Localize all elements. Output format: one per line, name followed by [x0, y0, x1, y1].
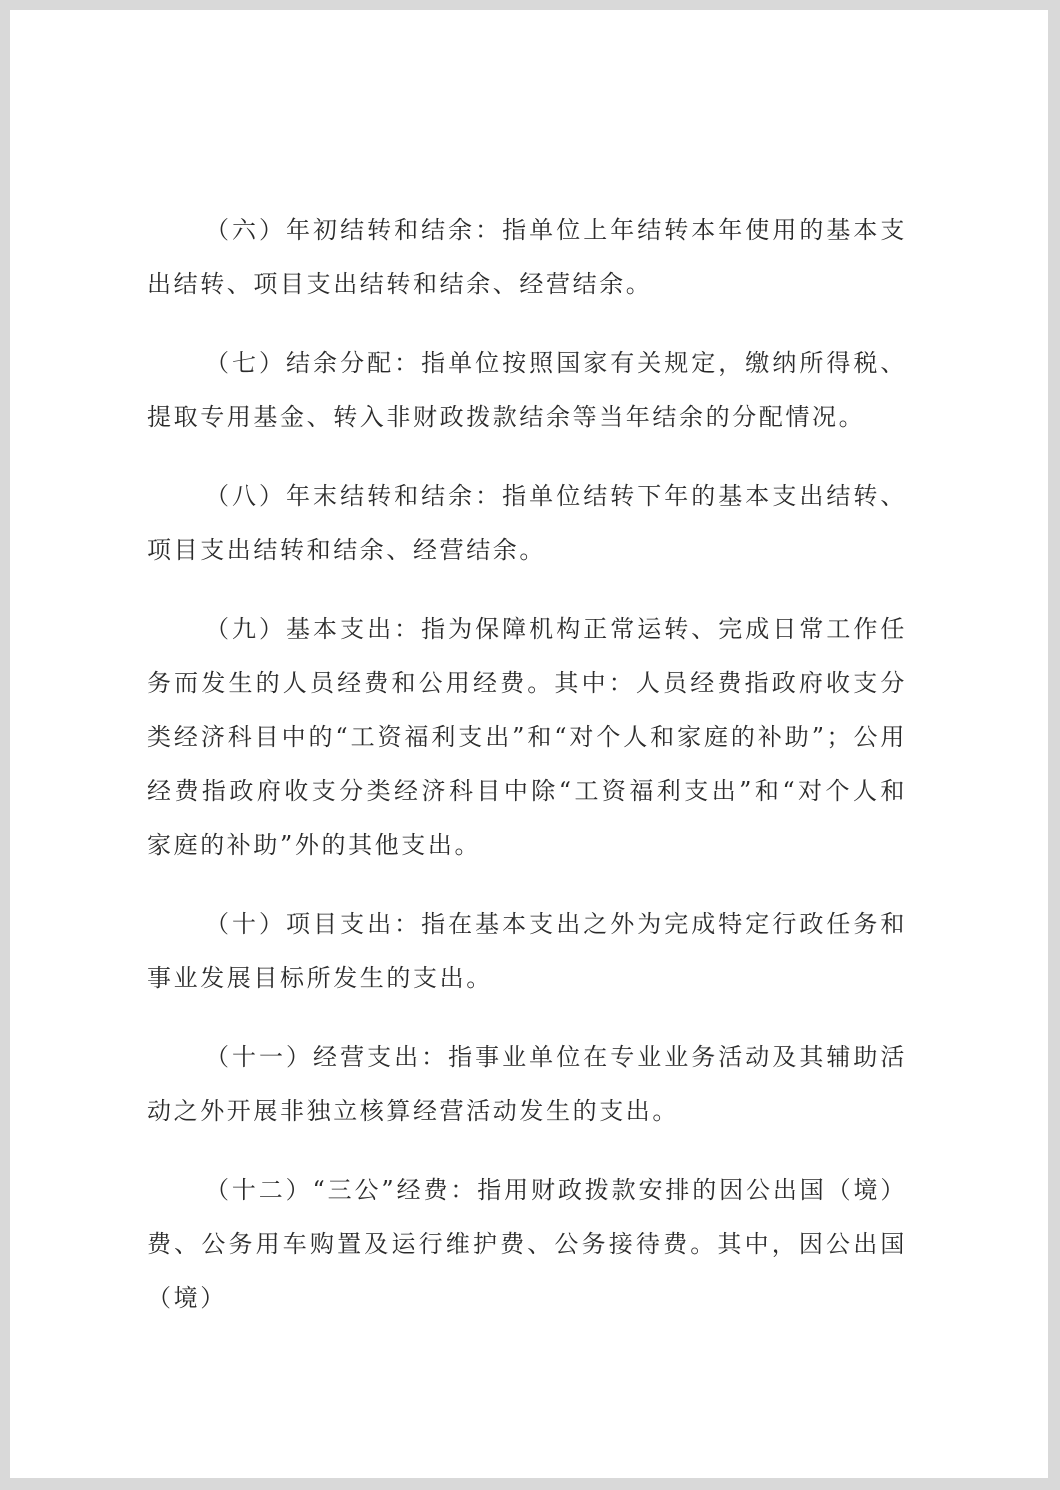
paragraph-8: （八）年末结转和结余：指单位结转下年的基本支出结转、项目支出结转和结余、经营结余。 [147, 482, 907, 564]
paragraph-7: （七）结余分配：指单位按照国家有关规定，缴纳所得税、提取专用基金、转入非财政拨款结余等当年结余的分配情况。 [147, 349, 907, 431]
paragraph-6: （六）年初结转和结余：指单位上年结转本年使用的基本支出结转、项目支出结转和结余、经营结余。 [147, 216, 907, 298]
paragraph-9: （九）基本支出：指为保障机构正常运转、完成日常工作任务而发生的人员经费和公用经费。其中：人员经费指政府收支分类经济科目中的“工资福利支出”和“对个人和家庭的补助”；公用经费指政府收支分类经济科目中除“工资福利支出”和“对个人和家庭的补助”外的其他支出。 [147, 615, 907, 859]
paragraph-12: （十二）“三公”经费：指用财政拨款安排的因公出国（境）费、公务用车购置及运行维护费、公务接待费。其中，因公出国（境） [147, 1176, 907, 1312]
document-page [10, 10, 1048, 1478]
document-body [147, 203, 907, 1350]
paragraph-11: （十一）经营支出：指事业单位在专业业务活动及其辅助活动之外开展非独立核算经营活动发生的支出。 [147, 1043, 907, 1125]
paragraph-10: （十）项目支出：指在基本支出之外为完成特定行政任务和事业发展目标所发生的支出。 [147, 910, 907, 992]
